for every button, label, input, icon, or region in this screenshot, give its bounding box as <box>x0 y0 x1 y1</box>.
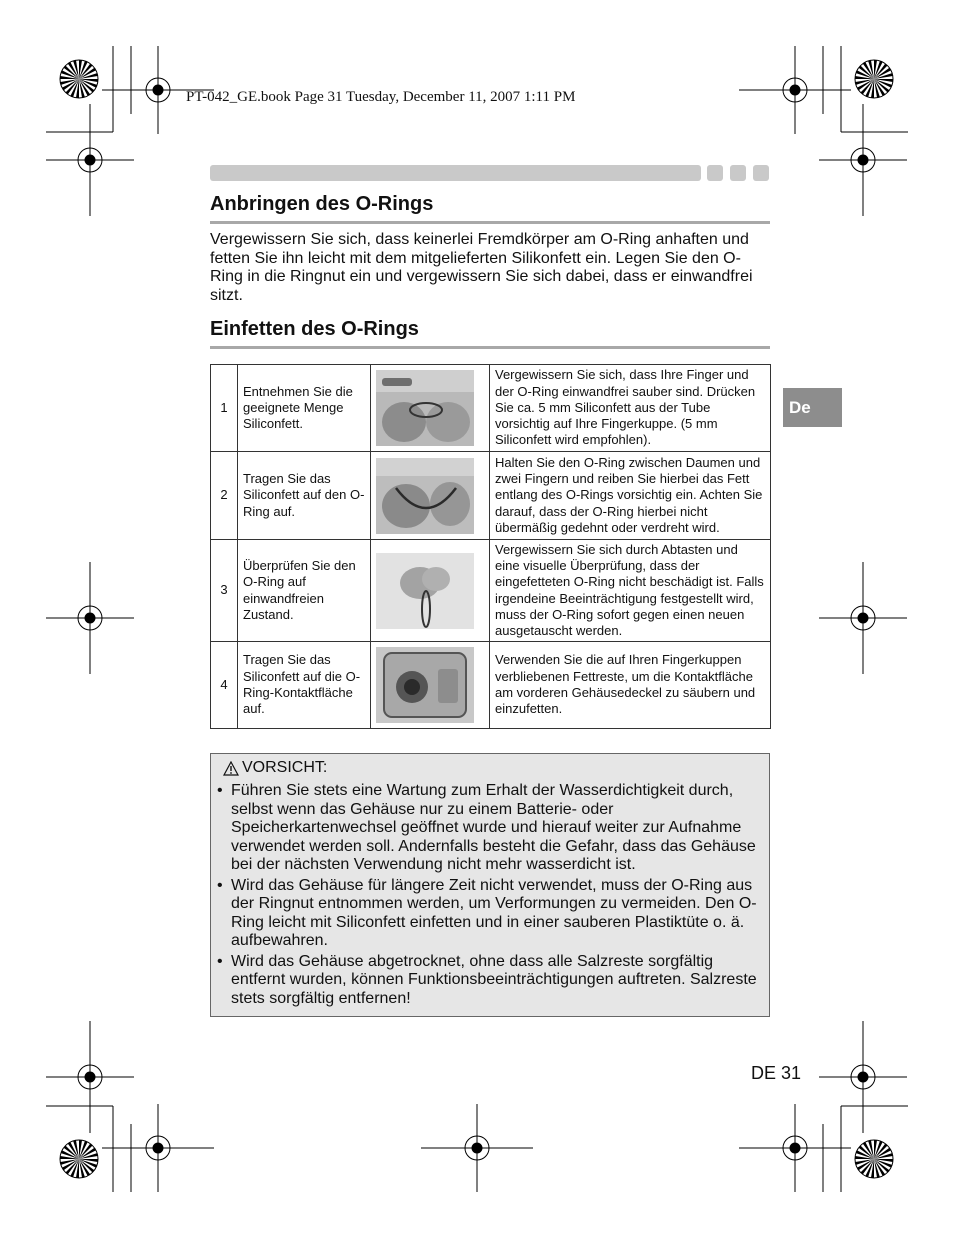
step-number: 3 <box>211 540 238 642</box>
table-row <box>211 642 771 729</box>
table-row <box>211 365 771 452</box>
step-label: Überprüfen Sie den O-Ring auf einwandfreien Zustand. <box>238 540 371 642</box>
caution-item: • Wird das Gehäuse abgetrocknet, ohne dass alle Salzreste sorgfältig entfernt wurden, können Funktionsbeeinträchtigungen auftreten. Salzreste stets sorgfältig entfernen! <box>211 953 767 1009</box>
book-file-header: PT-042_GE.book Page 31 Tuesday, December 11, 2007 1:11 PM <box>186 89 576 105</box>
step-label: Entnehmen Sie die geeignete Menge Siliconfett. <box>238 365 371 452</box>
header-square <box>707 165 723 181</box>
section-header-bar <box>210 165 701 181</box>
greasing-steps-table <box>210 364 771 729</box>
step-number: 2 <box>211 452 238 540</box>
table-row <box>211 452 771 540</box>
caution-item: • Führen Sie stets eine Wartung zum Erhalt der Wasserdichtigkeit durch, selbst wenn das Gehäuse nur zu einem Batterie- oder Speicherkartenwechsel geöffnet wurde und hierauf weiter zur Aufnahme verwendet werden soll. Andernfalls besteht die Gefahr, dass das Gehäuse bei der nächsten Verwendung nicht mehr wasserdicht ist. <box>211 782 767 875</box>
step-description: Vergewissern Sie sich, dass Ihre Finger und der O-Ring einwandfrei sauber sind. Drücken Sie ca. 5 mm Siliconfett aus der Tube vorsichtig auf Ihre Fingerkuppe. (5 mm Siliconfett wird empfohlen). <box>490 365 771 452</box>
page-number: DE 31 <box>751 1063 802 1083</box>
housing-contact-surface-photo <box>376 647 474 723</box>
checking-o-ring-photo <box>376 553 474 629</box>
section-rule <box>210 221 770 224</box>
section-intro-text: Vergewissern Sie sich, dass keinerlei Fremdkörper am O-Ring anhaften und fetten Sie ihn leicht mit dem mitgelieferten Silikonfett ein. Legen Sie den O-Ring in die Ringnut ein und vergewissern Sie sich dabei, dass er einwandfrei sitzt. <box>210 231 753 304</box>
greasing-o-ring-photo <box>376 458 474 534</box>
step-number: 4 <box>211 642 238 729</box>
step-number: 1 <box>211 365 238 452</box>
section-title-attach-o-ring: Anbringen des O-Rings <box>210 193 434 215</box>
step-description: Halten Sie den O-Ring zwischen Daumen und zwei Fingern und reiben Sie hierbei das Fett entlang des O-Rings vorsichtig ein. Achten Sie darauf, dass der O-Ring hierbei nicht übermäßig gedehnt oder verdreht wird. <box>490 452 771 540</box>
header-square <box>730 165 746 181</box>
table-row <box>211 540 771 642</box>
step-description: Vergewissern Sie sich durch Abtasten und eine visuelle Überprüfung, dass der eingefetteten O-Ring nicht beschädigt ist. Falls irgendeine Beeinträchtigung festgestellt wird, muss der O-Ring sofort gegen einen neuen ausgetauscht werden. <box>490 540 771 642</box>
caution-box <box>210 753 770 1017</box>
header-square <box>753 165 769 181</box>
caution-item: • Wird das Gehäuse für längere Zeit nicht verwendet, muss der O-Ring aus der Ringnut entnommen werden, um Verformungen zu vermeiden. Den O-Ring leicht mit Siliconfett einfetten und in einer sauberen Plastiktüte o. ä. aufbewahren. <box>211 877 767 951</box>
caution-list <box>211 782 767 1010</box>
section-title-grease-o-ring: Einfetten des O-Rings <box>210 318 419 340</box>
step-label: Tragen Sie das Siliconfett auf den O-Ring auf. <box>238 452 371 540</box>
caution-title: VORSICHT: <box>242 759 328 776</box>
step-description: Verwenden Sie die auf Ihren Fingerkuppen verbliebenen Fettreste, um die Kontaktfläche am vorderen Gehäusedeckel zu säubern und einzufetten. <box>490 642 771 729</box>
hands-with-tube-photo <box>376 370 474 446</box>
step-label: Tragen Sie das Siliconfett auf die O-Ring-Kontaktfläche auf. <box>238 642 371 729</box>
warning-triangle-icon <box>223 761 239 776</box>
section-rule <box>210 346 770 349</box>
language-tab: De <box>783 388 842 427</box>
